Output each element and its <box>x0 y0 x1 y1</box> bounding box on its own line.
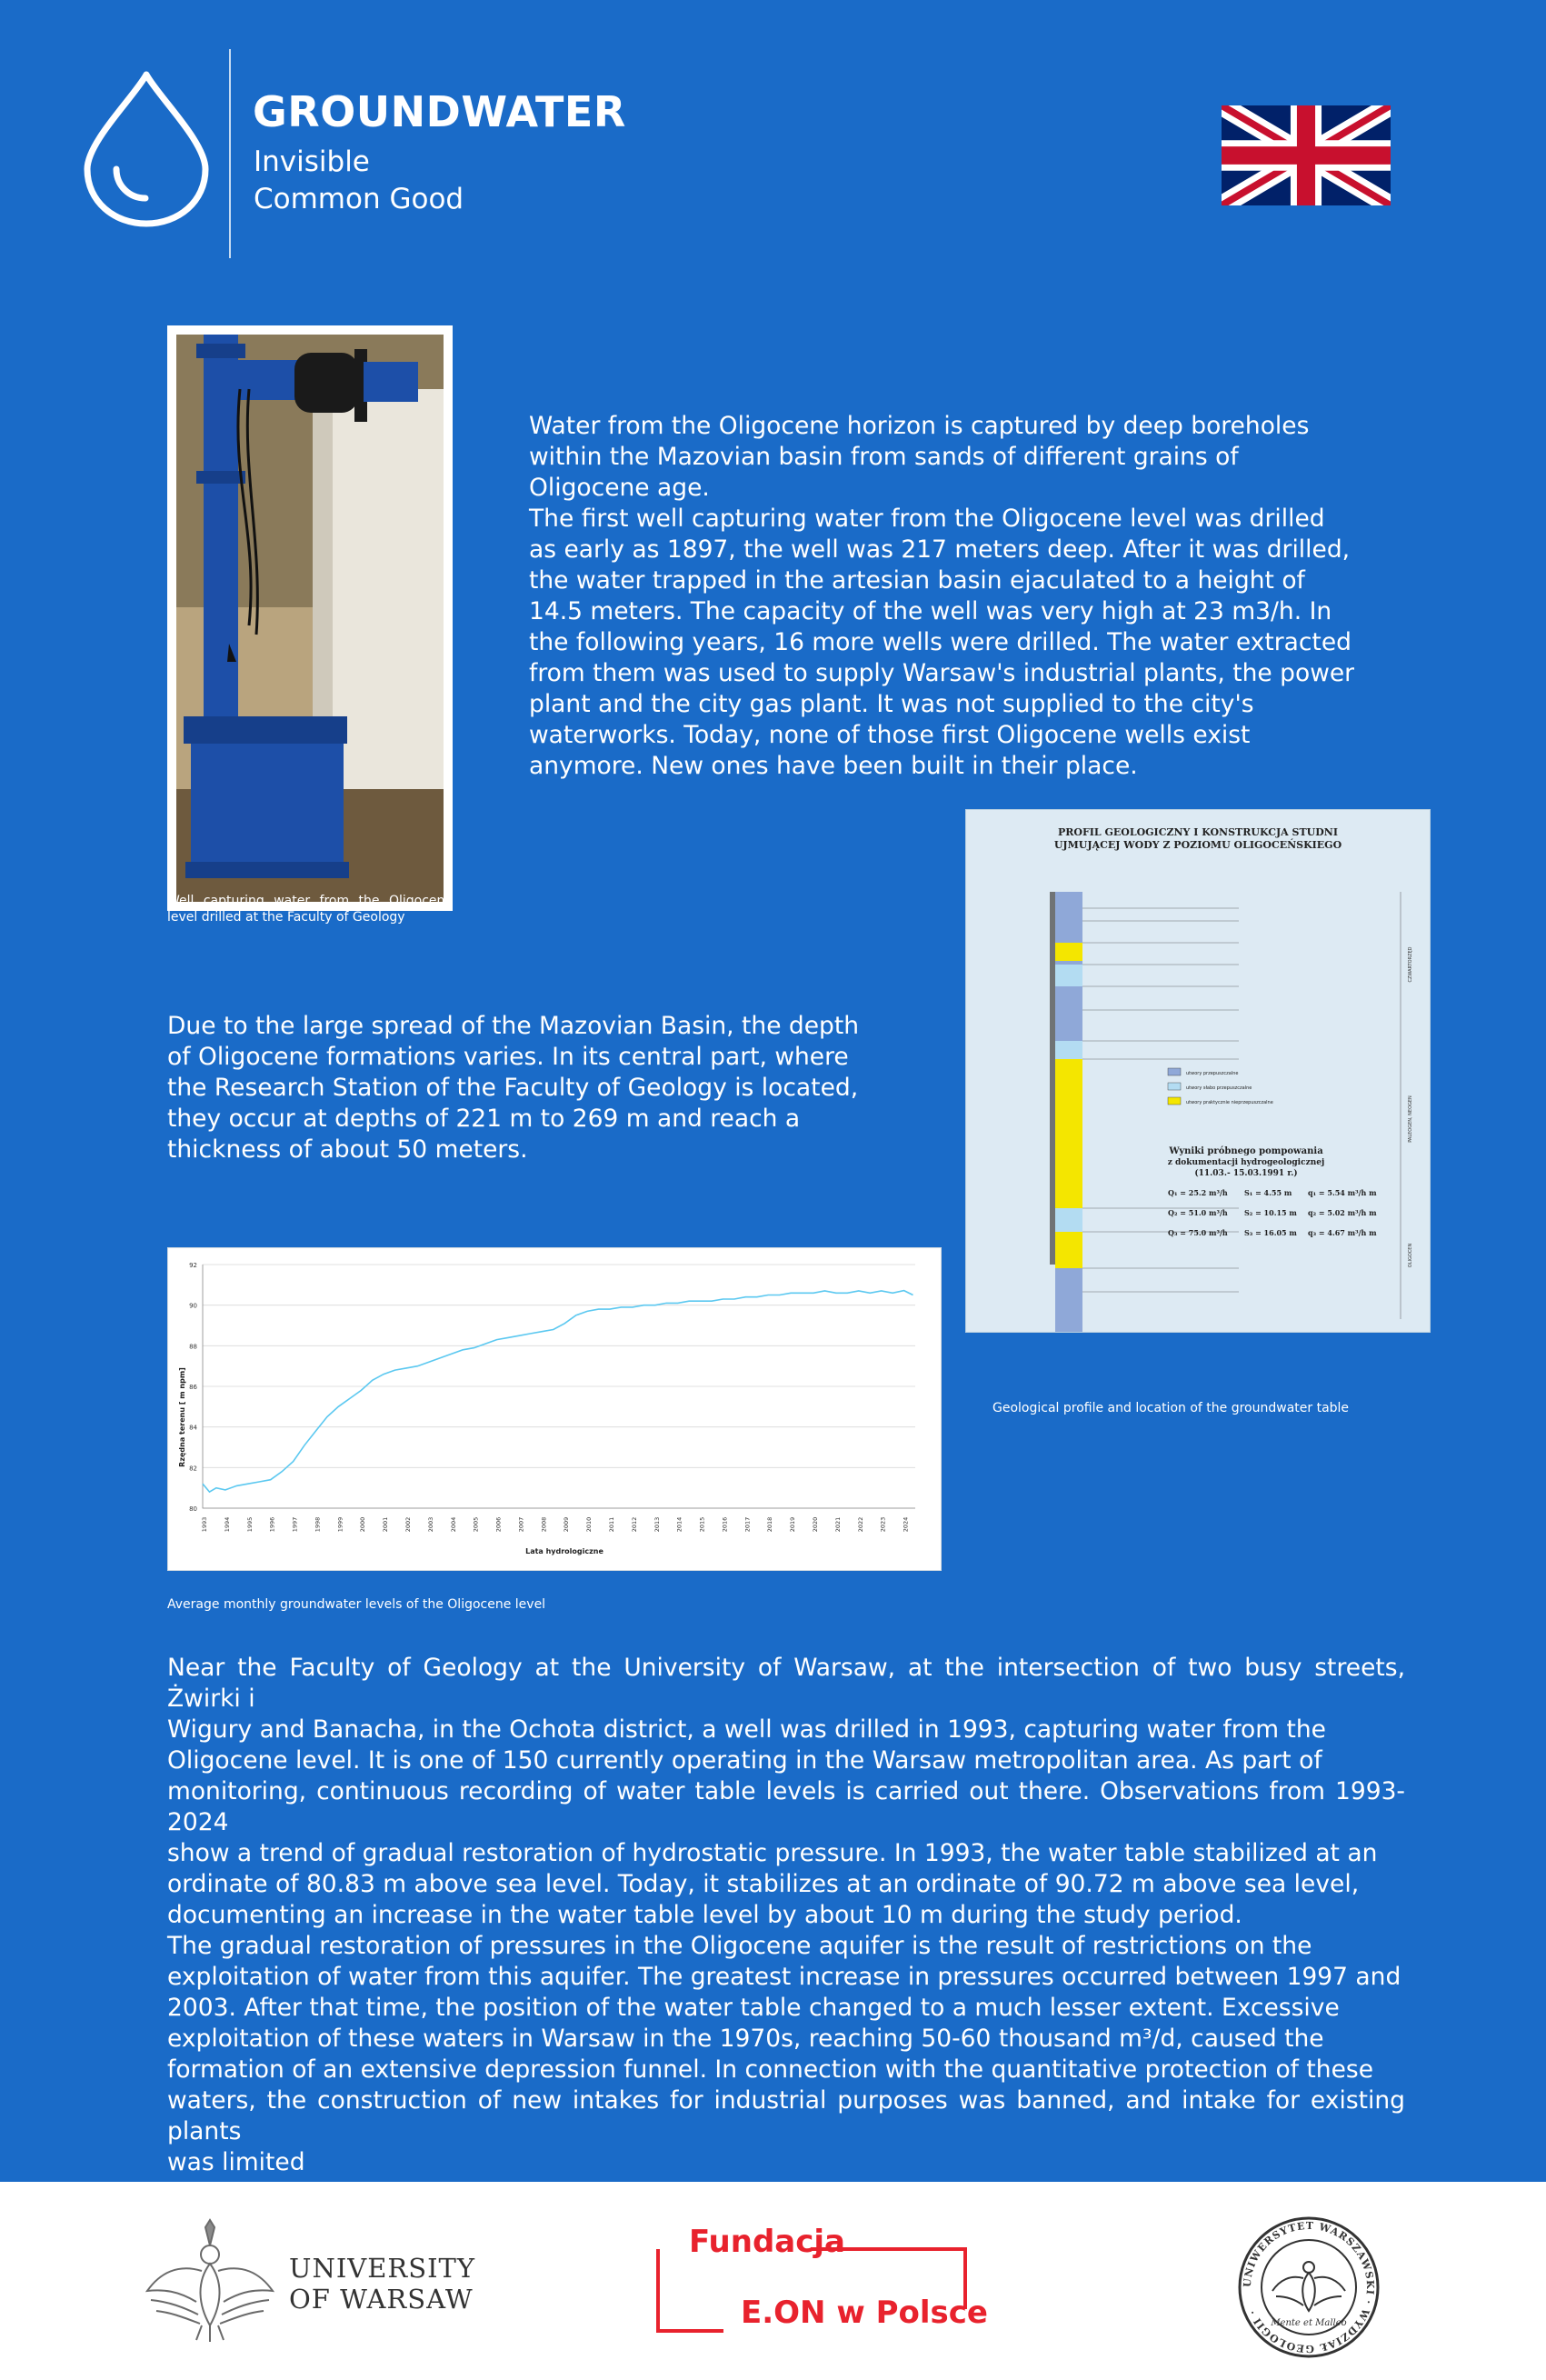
text-line: thickness of about 50 meters. <box>167 1135 528 1164</box>
text-line: formation of an extensive depression funnel. In connection with the quantitative protection of these <box>167 2055 1374 2084</box>
chart-x-tick-label: 1997 <box>291 1516 299 1533</box>
chart-y-tick-label: 84 <box>189 1424 197 1432</box>
chart-x-tick-label: 1994 <box>223 1516 231 1533</box>
text-line: as early as 1897, the well was 217 meters deep. After it was drilled, <box>529 535 1351 564</box>
chart-x-tick-label: 2006 <box>494 1516 503 1533</box>
chart-x-tick-label: 2023 <box>879 1516 887 1533</box>
water-drop-icon <box>80 69 213 229</box>
text-line: documenting an increase in the water table level by about 10 m during the study period. <box>167 1901 1242 1929</box>
page-subtitle <box>254 144 464 218</box>
chart-x-tick-label: 2001 <box>382 1516 390 1533</box>
well-photo <box>176 335 444 902</box>
text-line: waters, the construction of new intakes for industrial purposes was banned, and intake for existing plants <box>167 2086 1405 2145</box>
chart-x-tick-label: 2020 <box>812 1516 819 1533</box>
profile-caption: Geological profile and location of the groundwater table <box>992 1401 1350 1415</box>
pumping-title: Wyniki próbnego pompowania <box>1169 1146 1323 1156</box>
text-line: within the Mazovian basin from sands of different grains of <box>529 443 1239 471</box>
text-line: they occur at depths of 221 m to 269 m and reach a <box>167 1105 801 1133</box>
text-line: from them was used to supply Warsaw's industrial plants, the power <box>529 659 1355 687</box>
pumping-q2-specific: q₂ = 5.02 m³/h m <box>1308 1208 1377 1217</box>
text-line: monitoring, continuous recording of water table levels is carried out there. Observations from 1993-2024 <box>167 1777 1405 1836</box>
chart-x-tick-label: 2013 <box>653 1516 661 1533</box>
paragraph-mazovian-basin <box>167 1011 934 1165</box>
uw-line-1: UNIVERSITY <box>289 2253 476 2284</box>
text-line: Due to the large spread of the Mazovian Basin, the depth <box>167 1012 860 1040</box>
chart-y-axis-label: Rzędna terenu [ m npm] <box>178 1367 186 1467</box>
text-line: ordinate of 80.83 m above sea level. Today, it stabilizes at an ordinate of 90.72 m above sea level, <box>167 1870 1360 1898</box>
pumping-subtitle: z dokumentacji hydrogeologicznej <box>1167 1158 1325 1167</box>
legend-entry: utwory słabo przepuszczalne <box>1186 1085 1252 1091</box>
chart-x-tick-label: 2021 <box>833 1516 842 1533</box>
chart-x-tick-label: 2007 <box>517 1516 525 1533</box>
pumping-s2: S₂ = 10.15 m <box>1244 1208 1297 1217</box>
side-label: CZWARTORZĘD <box>1408 946 1413 983</box>
groundwater-level-chart <box>167 1247 942 1571</box>
text-line: The first well capturing water from the Oligocene level was drilled <box>529 505 1325 533</box>
side-label: OLIGOCEN <box>1408 1243 1413 1268</box>
geological-profile-figure <box>965 809 1431 1333</box>
pumping-s1: S₁ = 4.55 m <box>1244 1188 1292 1197</box>
chart-y-tick-label: 80 <box>189 1505 197 1513</box>
text-line: was limited <box>167 2148 305 2176</box>
chart-y-tick-label: 82 <box>189 1465 197 1473</box>
paragraph-oligocene-horizon <box>529 411 1405 782</box>
text-line: of Oligocene formations varies. In its central part, where <box>167 1043 849 1071</box>
chart-x-tick-label: 2024 <box>902 1516 910 1533</box>
chart-x-tick-label: 2017 <box>743 1516 752 1533</box>
text-line: the following years, 16 more wells were drilled. The water extracted <box>529 628 1352 656</box>
chart-y-tick-label: 86 <box>189 1384 197 1391</box>
text-line: Oligocene age. <box>529 474 710 502</box>
text-line: The gradual restoration of pressures in the Oligocene aquifer is the result of restrictions on the <box>167 1932 1312 1960</box>
chart-x-tick-label: 1999 <box>336 1516 344 1533</box>
pumping-q3: Q₃ = 75.0 m³/h <box>1168 1228 1228 1237</box>
subtitle-line-2: Common Good <box>254 183 464 215</box>
text-line: 2003. After that time, the position of the water table changed to a much lesser extent. Excessive <box>167 1994 1340 2022</box>
text-line: the Research Station of the Faculty of Geology is located, <box>167 1074 859 1102</box>
profile-title-line-2: UJMUJĄCEJ WODY Z POZIOMU OLIGOCEŃSKIEGO <box>1053 839 1342 851</box>
text-line: exploitation of water from this aquifer. The greatest increase in pressures occurred between 1997 and <box>167 1963 1401 1991</box>
pumping-q3-specific: q₃ = 4.67 m³/h m <box>1308 1228 1377 1237</box>
text-line: 14.5 meters. The capacity of the well was very high at 23 m3/h. In <box>529 597 1332 625</box>
paragraph-faculty-well <box>167 1653 1405 2178</box>
uw-line-2: OF WARSAW <box>289 2284 474 2315</box>
chart-y-tick-label: 90 <box>189 1302 197 1310</box>
chart-x-tick-label: 2009 <box>563 1516 571 1533</box>
chart-x-tick-label: 2015 <box>698 1516 706 1533</box>
eon-foundation-line-2: E.ON w Polsce <box>741 2295 988 2331</box>
header-divider <box>229 49 231 258</box>
chart-x-tick-label: 1998 <box>314 1516 322 1533</box>
subtitle-line-1: Invisible <box>254 145 370 178</box>
university-of-warsaw-eagle-logo <box>142 2218 278 2345</box>
chart-x-tick-label: 2010 <box>585 1516 593 1533</box>
text-line: Near the Faculty of Geology at the University of Warsaw, at the intersection of two busy streets, Żwirki i <box>167 1654 1405 1713</box>
chart-x-tick-label: 2005 <box>472 1516 480 1533</box>
legend-entry: utwory praktycznie nieprzepuszczalne <box>1186 1100 1273 1105</box>
text-line: Water from the Oligocene horizon is captured by deep boreholes <box>529 412 1310 440</box>
chart-x-tick-label: 1993 <box>201 1516 208 1533</box>
chart-x-tick-label: 2012 <box>630 1516 638 1533</box>
pumping-q1: Q₁ = 25.2 m³/h <box>1168 1188 1228 1197</box>
text-line: the water trapped in the artesian basin ejaculated to a height of <box>529 566 1305 595</box>
faculty-of-geology-seal-logo <box>1236 2215 1381 2360</box>
chart-x-tick-label: 1996 <box>268 1516 276 1533</box>
legend-entry: utwory przepuszczalne <box>1186 1071 1239 1076</box>
chart-x-tick-label: 2003 <box>426 1516 434 1533</box>
well-photo-frame <box>167 325 453 911</box>
chart-y-tick-label: 92 <box>189 1262 197 1269</box>
text-line: plant and the city gas plant. It was not supplied to the city's <box>529 690 1254 718</box>
chart-x-tick-label: 2008 <box>540 1516 548 1533</box>
pumping-q1-specific: q₁ = 5.54 m³/h m <box>1308 1188 1377 1197</box>
geological-profile-diagram <box>966 810 1430 1332</box>
chart-x-tick-label: 2019 <box>789 1516 797 1533</box>
profile-title-line-1: PROFIL GEOLOGICZNY I KONSTRUKCJA STUDNI <box>1057 826 1339 838</box>
uk-flag-icon <box>1222 105 1391 205</box>
chart-svg <box>168 1248 941 1570</box>
page-title: GROUNDWATER <box>253 87 626 136</box>
chart-caption: Average monthly groundwater levels of the Oligocene level <box>167 1597 546 1612</box>
chart-x-tick-label: 2016 <box>721 1516 729 1533</box>
chart-x-tick-label: 2014 <box>675 1516 683 1533</box>
chart-x-tick-label: 2011 <box>608 1516 615 1533</box>
chart-series-line <box>203 1291 913 1493</box>
photo-caption: Well capturing water from the Oligocene level drilled at the Faculty of Geology <box>167 894 453 925</box>
text-line: Wigury and Banacha, in the Ochota district, a well was drilled in 1993, capturing water from the <box>167 1715 1326 1744</box>
university-of-warsaw-wordmark <box>289 2253 475 2315</box>
chart-x-tick-label: 2002 <box>404 1516 412 1533</box>
seal-ring-text: UNIWERSYTET WARSZAWSKI · WYDZIAŁ GEOLOGII · <box>1241 2219 1377 2355</box>
text-line: waterworks. Today, none of those first Oligocene wells exist <box>529 721 1251 749</box>
chart-x-axis-label: Lata hydrologiczne <box>525 1547 603 1555</box>
pumping-dates: (11.03.- 15.03.1991 r.) <box>1194 1169 1298 1178</box>
chart-x-tick-label: 2004 <box>449 1516 457 1533</box>
chart-x-tick-label: 2022 <box>856 1516 864 1533</box>
text-line: exploitation of these waters in Warsaw in the 1970s, reaching 50-60 thousand m³/d, caused the <box>167 2025 1324 2053</box>
chart-y-tick-label: 88 <box>189 1343 197 1351</box>
chart-x-tick-label: 1995 <box>245 1516 254 1533</box>
side-label: PALEOGEN, NEOGEN <box>1408 1095 1413 1143</box>
text-line: anymore. New ones have been built in their place. <box>529 752 1138 780</box>
text-line: show a trend of gradual restoration of hydrostatic pressure. In 1993, the water table stabilized at an <box>167 1839 1378 1867</box>
chart-x-tick-label: 2000 <box>359 1516 367 1533</box>
text-line: Oligocene level. It is one of 150 currently operating in the Warsaw metropolitan area. As part of <box>167 1746 1322 1775</box>
eon-foundation-line-1: Fundacja <box>689 2224 845 2260</box>
chart-x-tick-label: 2018 <box>766 1516 774 1533</box>
seal-motto: Mente et Malleo <box>1271 2318 1347 2328</box>
pumping-q2: Q₂ = 51.0 m³/h <box>1168 1208 1228 1217</box>
pumping-s3: S₃ = 16.05 m <box>1244 1228 1297 1237</box>
